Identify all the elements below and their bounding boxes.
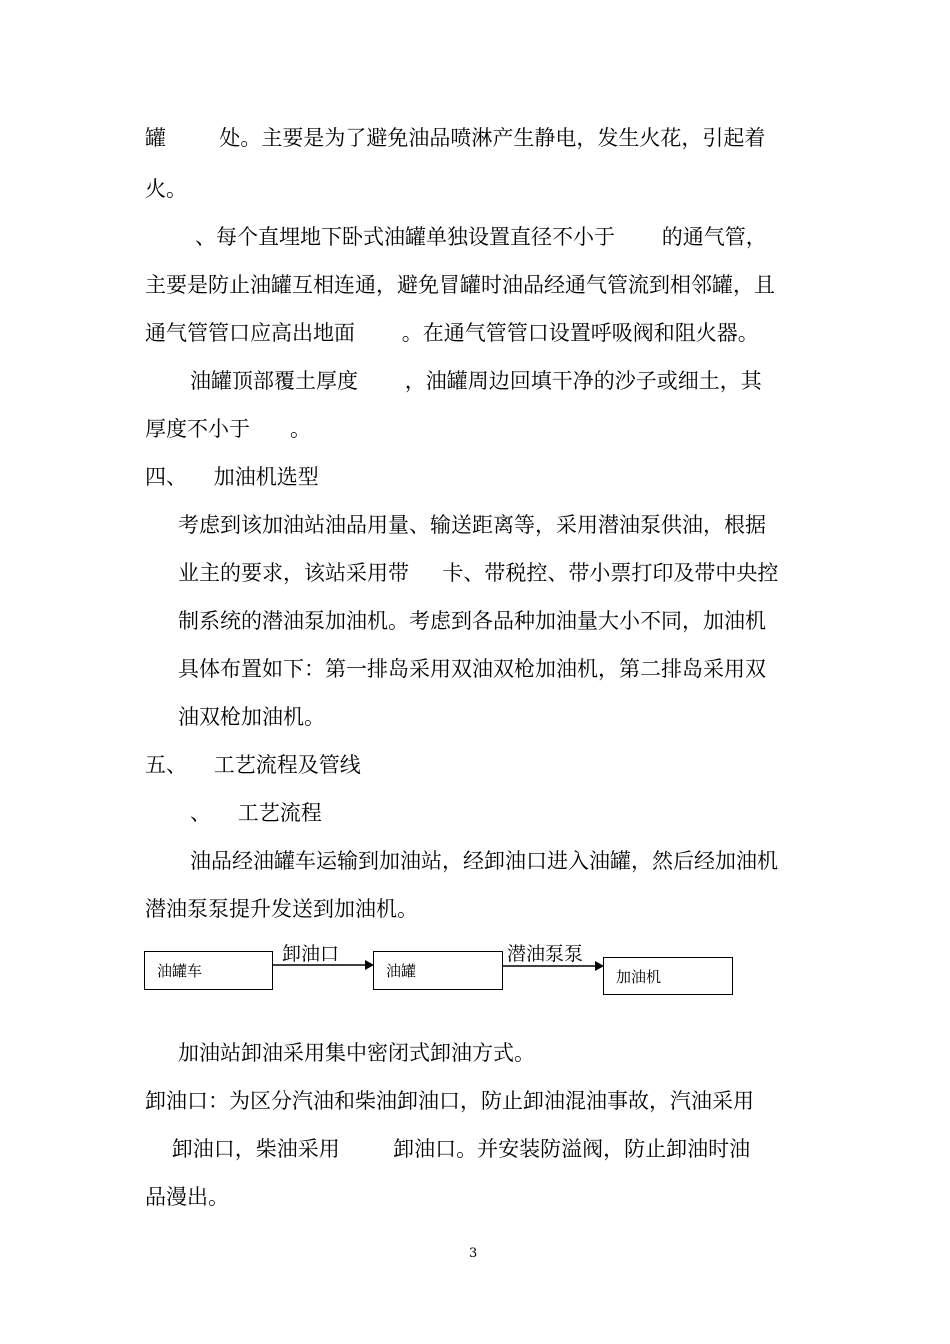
flow-label-unload-port: 卸油口 <box>282 943 340 965</box>
text-line: 制系统的潜油泵加油机。考虑到各品种加油量大小不同，加油机 <box>178 609 766 633</box>
text-line: 具体布置如下：第一排岛采用双油双枪加油机，第二排岛采用双 <box>178 657 766 681</box>
flow-arrow-1 <box>273 958 374 972</box>
text-line: 油罐顶部覆土厚度 ，油罐周边回填干净的沙子或细土，其 <box>190 369 762 393</box>
flow-box-tank: 油罐 <box>373 951 503 990</box>
text-line: 罐 处。主要是为了避免油品喷淋产生静电，发生火花，引起着 <box>145 126 766 150</box>
text-line: 火。 <box>145 177 187 201</box>
flow-box-tanker: 油罐车 <box>144 951 273 990</box>
text-line: 油品经油罐车运输到加油站，经卸油口进入油罐，然后经加油机 <box>190 849 778 873</box>
section-heading: 五、 工艺流程及管线 <box>145 753 361 777</box>
text-line: 卸油口：为区分汽油和柴油卸油口，防止卸油混油事故，汽油采用 <box>145 1089 754 1113</box>
text-line: 、每个直埋地下卧式油罐单独设置直径不小于 的通气管， <box>195 225 767 249</box>
subsection-heading: 、 工艺流程 <box>190 801 322 825</box>
text-line: 潜油泵泵提升发送到加油机。 <box>145 897 418 921</box>
section-heading: 四、 加油机选型 <box>145 465 319 489</box>
text-line: 卸油口，柴油采用 卸油口。并安装防溢阀，防止卸油时油 <box>145 1137 751 1161</box>
text-line: 业主的要求，该站采用带 卡、带税控、带小票打印及带中央控 <box>178 561 779 585</box>
text-line: 油双枪加油机。 <box>178 705 325 729</box>
text-line: 考虑到该加油站油品用量、输送距离等，采用潜油泵供油，根据 <box>178 513 766 537</box>
text-line: 品漫出。 <box>145 1185 229 1209</box>
flow-label-pump: 潜油泵泵 <box>507 943 584 965</box>
text-line: 厚度不小于 。 <box>145 417 312 441</box>
page-number: 3 <box>469 1246 478 1261</box>
flow-box-dispenser: 加油机 <box>603 957 733 995</box>
text-line: 通气管管口应高出地面 。在通气管管口设置呼吸阀和阻火器。 <box>145 321 759 345</box>
text-line: 加油站卸油采用集中密闭式卸油方式。 <box>178 1041 535 1065</box>
flow-arrow-2 <box>503 959 604 973</box>
text-line: 主要是防止油罐互相连通，避免冒罐时油品经通气管流到相邻罐，且 <box>145 273 775 297</box>
